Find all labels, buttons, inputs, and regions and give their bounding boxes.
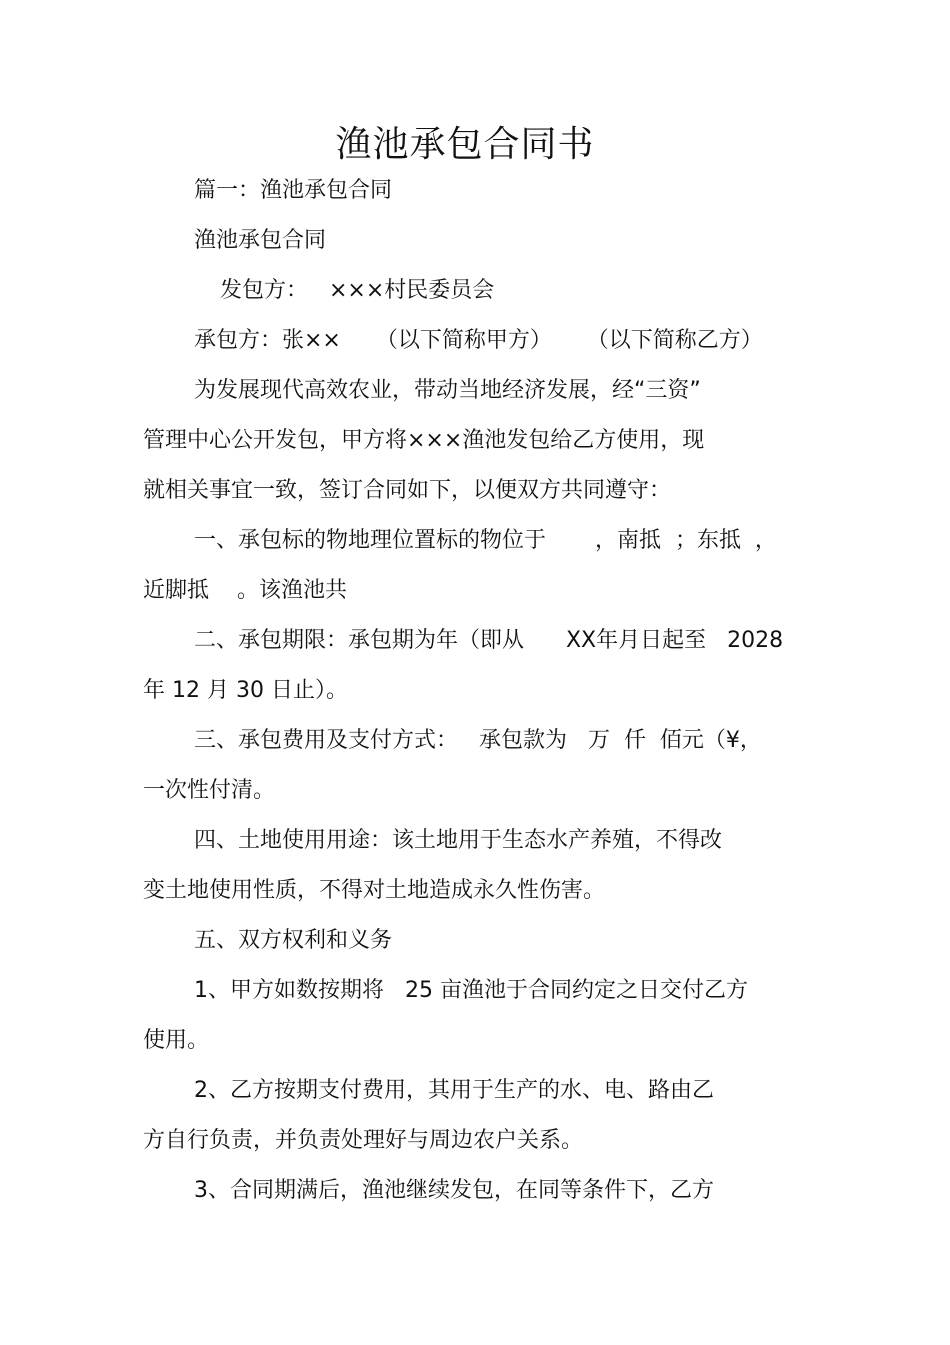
section-heading: 篇一：渔池承包合同 xyxy=(194,178,393,203)
clause-line: 一次性付清。 xyxy=(143,778,276,803)
document-title: 渔池承包合同书 xyxy=(335,124,595,165)
clause-line: 2、乙方按期支付费用，其用于生产的水、电、路由乙 xyxy=(194,1078,714,1103)
paragraph-line: 管理中心公开发包，甲方将×××渔池发包给乙方使用，现 xyxy=(143,428,705,453)
paragraph-line: 为发展现代高效农业，带动当地经济发展，经“三资” xyxy=(194,378,701,403)
clause-line: 一、承包标的物地理位置标的物位于 ，南抵 ；东抵 ， xyxy=(194,528,777,553)
clause-line: 三、承包费用及支付方式： 承包款为 万 仟 佰元（¥， xyxy=(194,728,762,753)
clause-line: 变土地使用性质，不得对土地造成永久性伤害。 xyxy=(143,878,606,903)
clause-line: 3、合同期满后，渔池继续发包，在同等条件下，乙方 xyxy=(194,1178,714,1203)
clause-line: 四、土地使用用途：该土地用于生态水产养殖，不得改 xyxy=(194,828,723,853)
paragraph-line: 就相关事宜一致，签订合同如下，以便双方共同遵守： xyxy=(143,478,672,503)
clause-line: 使用。 xyxy=(143,1028,210,1053)
party-b-line: 承包方：张×× （以下简称甲方） （以下简称乙方） xyxy=(194,328,763,353)
clause-line: 1、甲方如数按期将 25 亩渔池于合同约定之日交付乙方 xyxy=(194,978,748,1003)
party-a-line: 发包方： ×××村民委员会 xyxy=(220,278,495,303)
clause-line: 年 12 月 30 日止）。 xyxy=(143,678,348,703)
clause-line: 方自行负责，并负责处理好与周边农户关系。 xyxy=(143,1128,584,1153)
clause-line: 二、承包期限：承包期为年（即从 XX年月日起至 2028 xyxy=(194,628,784,653)
contract-subtitle: 渔池承包合同 xyxy=(194,228,327,253)
clause-line: 近脚抵 。该渔池共 xyxy=(143,578,347,603)
clause-heading: 五、双方权利和义务 xyxy=(194,928,393,953)
